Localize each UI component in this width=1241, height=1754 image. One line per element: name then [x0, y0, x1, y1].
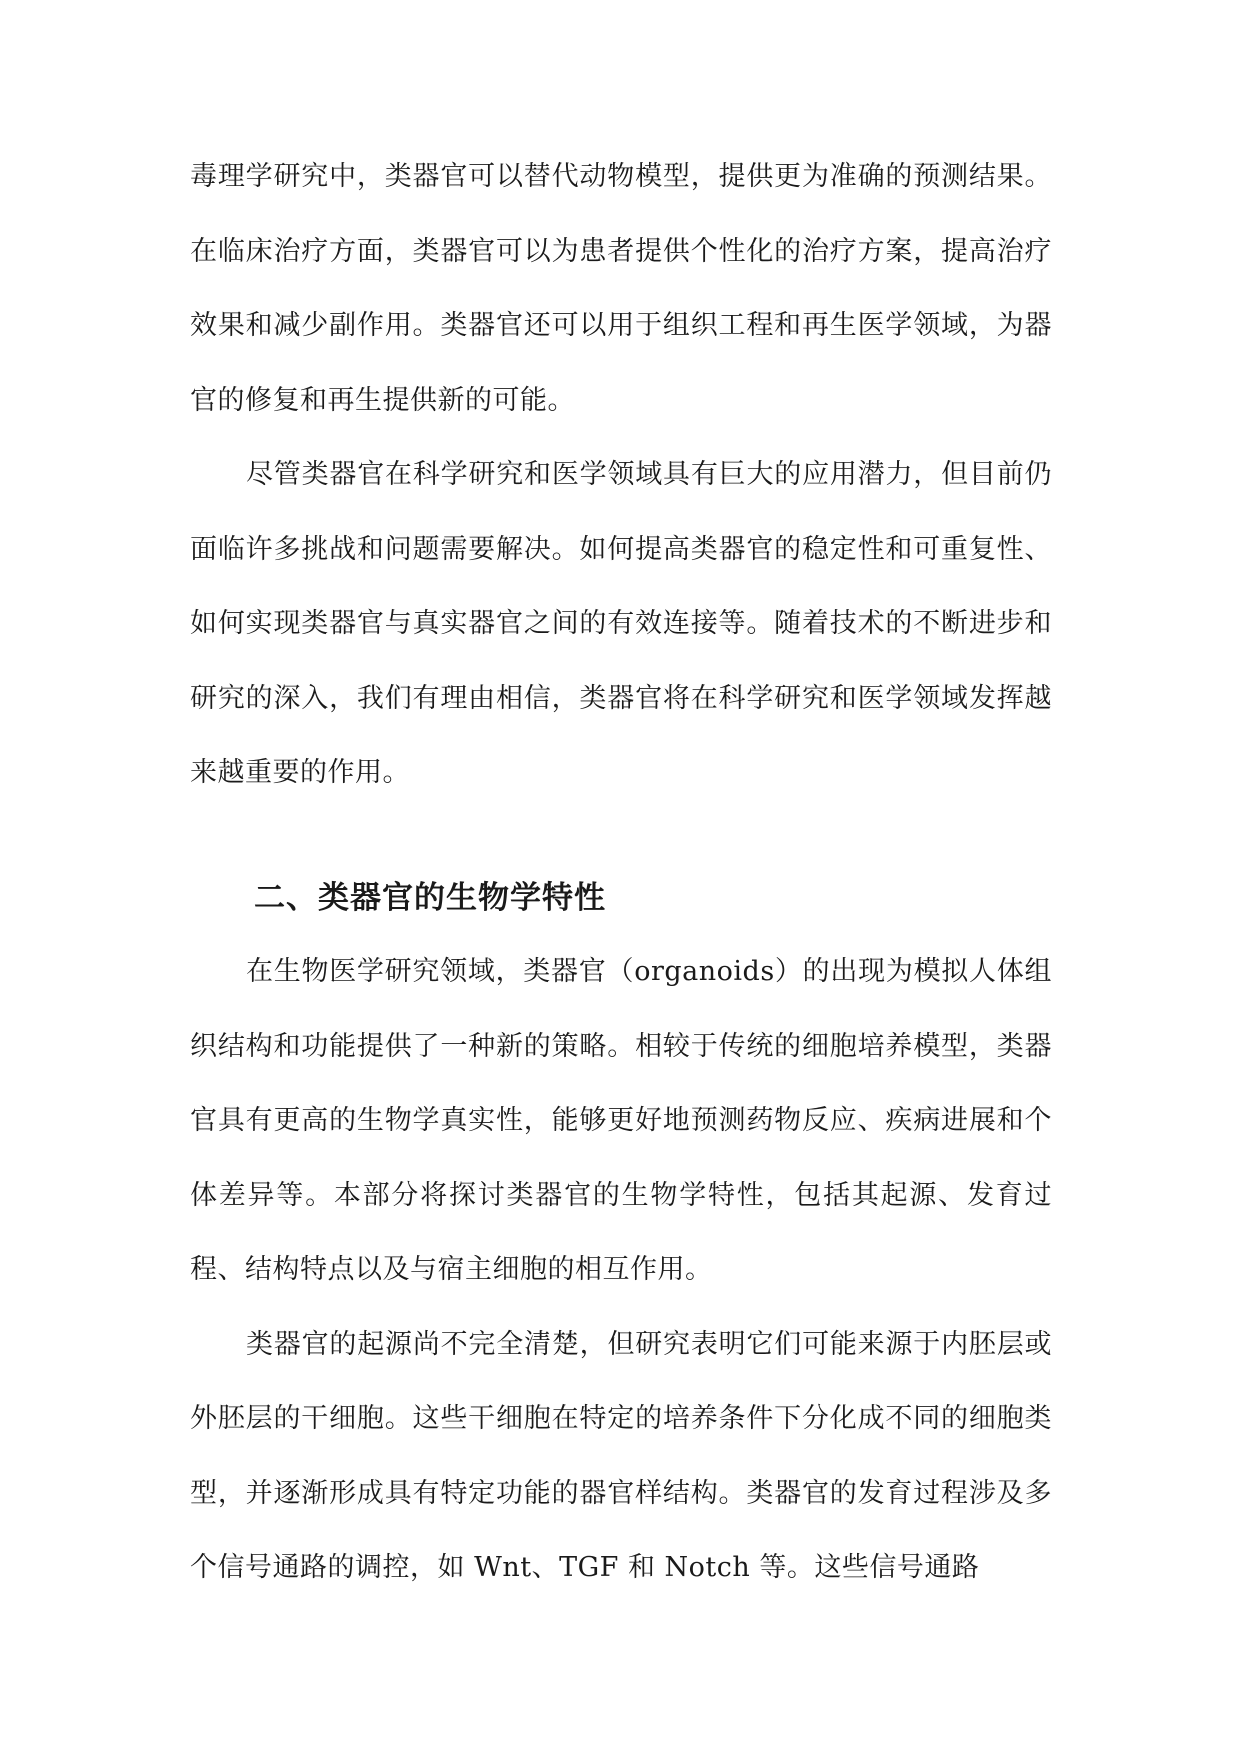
- section-heading: 二、类器官的生物学特性: [254, 879, 606, 916]
- paragraph-organoid-intro: 在生物医学研究领域，类器官（organoids）的出现为模拟人体组织结构和功能提供了一种新的策略。相较于传统的细胞培养模型，类器官具有更高的生物学真实性，能够更好地预测药物反应、疾病进展和个体差异等。本部分将探讨类器官的生物学特性，包括其起源、发育过程、结构特点以及与宿主细胞的相互作用。: [190, 956, 1052, 1285]
- paragraph-toxicology-applications: 毒理学研究中，类器官可以替代动物模型，提供更为准确的预测结果。在临床治疗方面，类器官可以为患者提供个性化的治疗方案，提高治疗效果和减少副作用。类器官还可以用于组织工程和再生医学领域，为器官的修复和再生提供新的可能。: [190, 161, 1052, 416]
- paragraph-challenges: 尽管类器官在科学研究和医学领域具有巨大的应用潜力，但目前仍面临许多挑战和问题需要解决。如何提高类器官的稳定性和可重复性、如何实现类器官与真实器官之间的有效连接等。随着技术的不断进步和研究的深入，我们有理由相信，类器官将在科学研究和医学领域发挥越来越重要的作用。: [190, 459, 1052, 788]
- paragraph-organoid-origin: 类器官的起源尚不完全清楚，但研究表明它们可能来源于内胚层或外胚层的干细胞。这些干细胞在特定的培养条件下分化成不同的细胞类型，并逐渐形成具有特定功能的器官样结构。类器官的发育过程涉及多个信号通路的调控，如 Wnt、TGF 和 Notch 等。这些信号通路: [190, 1328, 1052, 1583]
- document-body: [190, 140, 1052, 1606]
